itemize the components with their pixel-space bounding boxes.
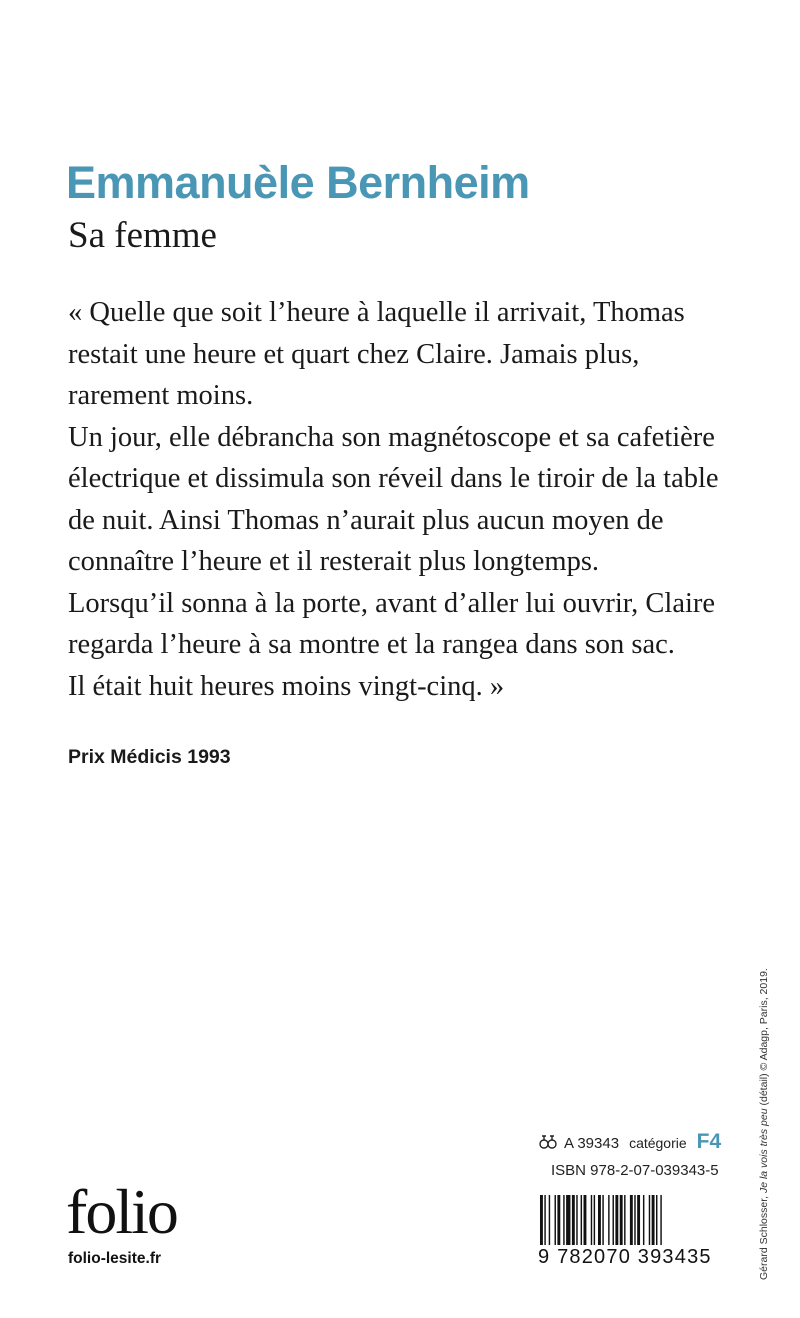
barcode-bar xyxy=(563,1195,564,1245)
author-name: Emmanuèle Bernheim xyxy=(66,157,530,208)
image-credit xyxy=(758,910,772,1280)
barcode-bar xyxy=(620,1195,623,1245)
barcode-bar xyxy=(624,1195,625,1245)
barcode-bar xyxy=(591,1195,592,1245)
blurb xyxy=(68,292,728,707)
barcode-bar xyxy=(540,1195,543,1245)
barcode-bar xyxy=(643,1195,644,1245)
dual-logo-icon xyxy=(538,1133,558,1151)
barcode-bar xyxy=(637,1195,640,1245)
barcode-digits: 9 782070 393435 xyxy=(538,1246,712,1268)
barcode-bar xyxy=(584,1195,587,1245)
credit-artwork: Je la vois très peu xyxy=(758,1108,770,1194)
barcode xyxy=(536,1195,722,1283)
barcode-bar xyxy=(652,1195,655,1245)
publisher-site[interactable]: folio-lesite.fr xyxy=(68,1250,162,1267)
barcode-bar xyxy=(634,1195,635,1245)
barcode-bar xyxy=(615,1195,618,1245)
isbn: ISBN 978-2-07-039343-5 xyxy=(551,1162,719,1179)
category-grade: F4 xyxy=(696,1130,722,1153)
blurb-line: électrique et dissimula son réveil dans le tiroir de la table xyxy=(68,463,719,494)
barcode-bar xyxy=(594,1195,595,1245)
barcode-bar xyxy=(656,1195,657,1245)
credit-artist: Gérard Schlosser, xyxy=(758,1193,770,1280)
barcode-bar xyxy=(557,1195,560,1245)
barcode-bar xyxy=(660,1195,661,1245)
folio-logo: folio xyxy=(66,1176,177,1247)
blurb-line: connaître l’heure et il resterait plus longtemps. xyxy=(68,546,600,577)
barcode-bar xyxy=(613,1195,614,1245)
category-label: catégorie xyxy=(629,1135,687,1151)
blurb-line: Il était huit heures moins vingt-cinq. » xyxy=(68,670,505,702)
credit-rights: (détail) © Adagp, Paris, 2019. xyxy=(758,968,770,1109)
blurb-line: Un jour, elle débrancha son magnétoscope et sa cafetière xyxy=(68,421,715,453)
blurb-line: « Quelle que soit l’heure à laquelle il arrivait, Thomas xyxy=(68,297,685,328)
barcode-bar xyxy=(555,1195,556,1245)
book-title: Sa femme xyxy=(68,215,217,256)
catalog-row xyxy=(538,1130,721,1154)
blurb-line: regarda l’heure à sa montre et la rangea dans son sac. xyxy=(68,629,675,660)
catalog-code: A 39343 xyxy=(564,1135,620,1152)
barcode-bar xyxy=(630,1195,633,1245)
blurb-line: restait une heure et quart chez Claire. Jamais plus, xyxy=(68,338,640,370)
blurb-line: de nuit. Ainsi Thomas n’aurait plus aucun moyen de xyxy=(68,504,664,536)
barcode-bar xyxy=(544,1195,545,1245)
prize-label: Prix Médicis 1993 xyxy=(68,746,231,768)
barcode-bar xyxy=(572,1195,575,1245)
barcode-bar xyxy=(608,1195,609,1245)
blurb-line: Lorsqu’il sonna à la porte, avant d’aller lui ouvrir, Claire xyxy=(68,587,716,619)
barcode-bar xyxy=(649,1195,650,1245)
blurb-line: rarement moins. xyxy=(68,380,254,411)
barcode-bar xyxy=(566,1195,570,1245)
image-credit-text xyxy=(758,968,770,1280)
barcode-bar xyxy=(602,1195,603,1245)
barcode-bar xyxy=(549,1195,550,1245)
barcode-bar xyxy=(581,1195,582,1245)
barcode-bar xyxy=(598,1195,601,1245)
barcode-bar xyxy=(576,1195,577,1245)
